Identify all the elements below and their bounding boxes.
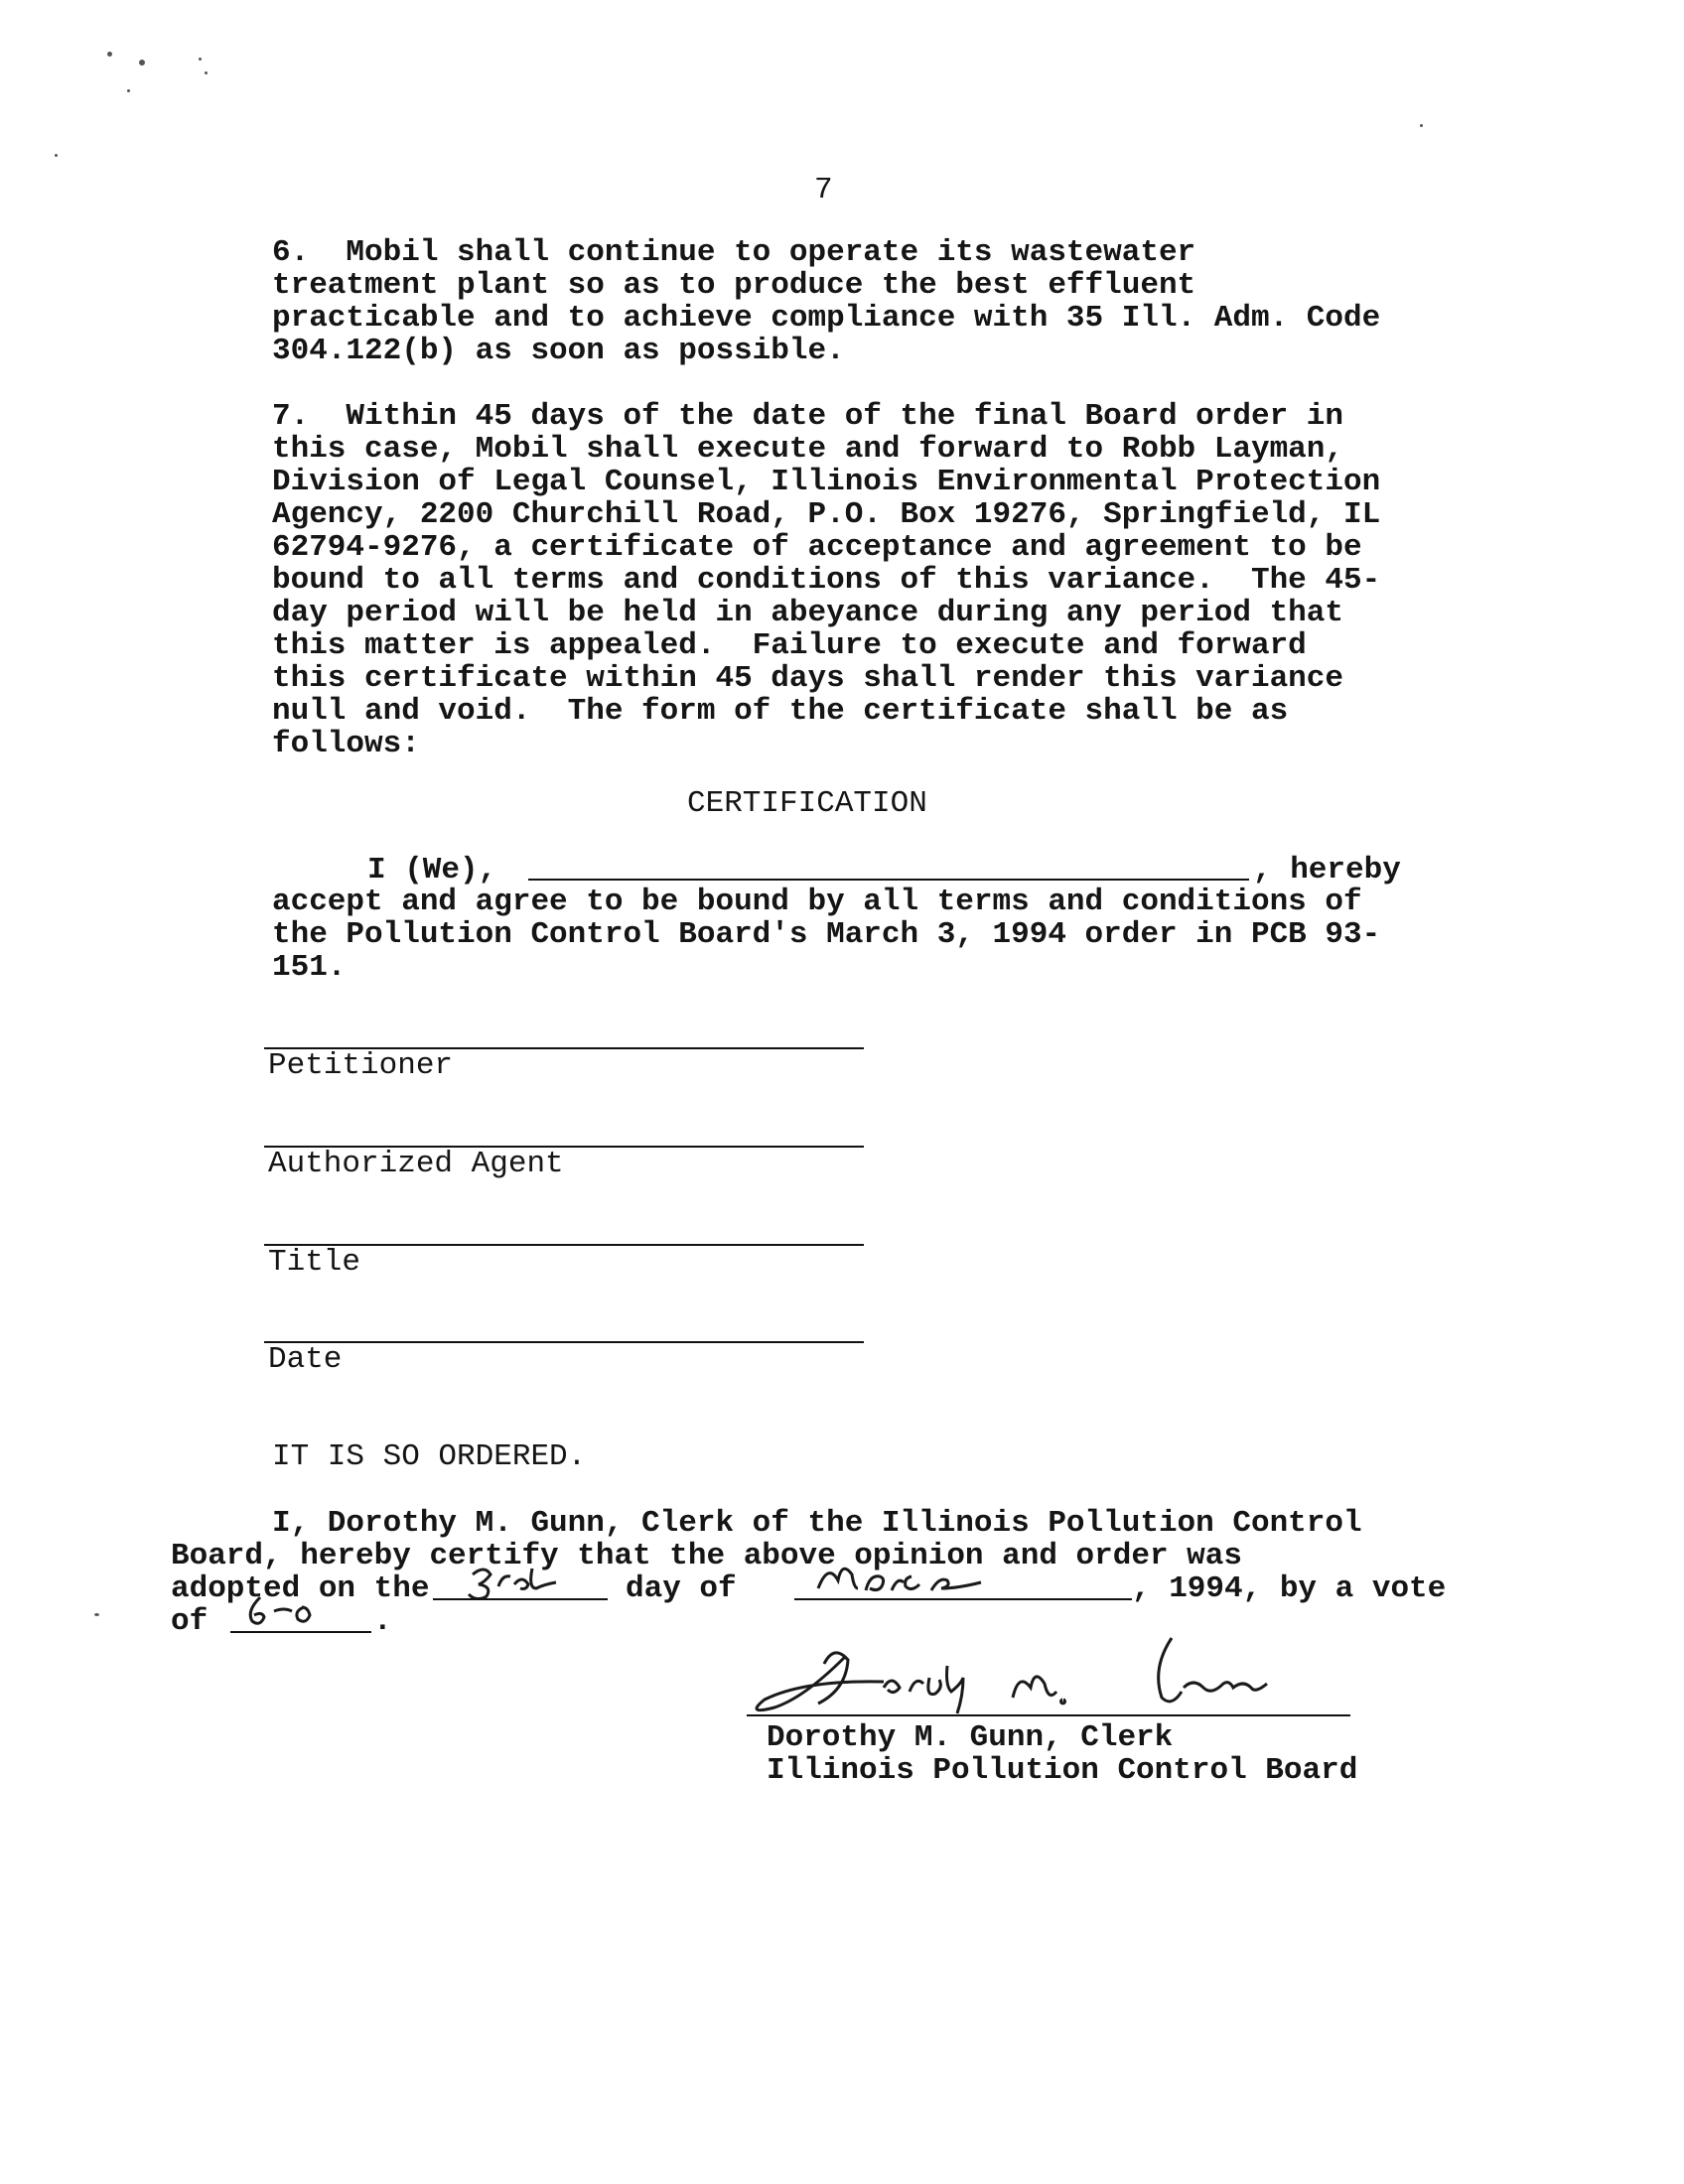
- paragraph-7-line: bound to all terms and conditions of this variance. The 45-: [272, 563, 1381, 598]
- handwritten-signature: [735, 1618, 1370, 1737]
- paragraph-6-line: 6. Mobil shall continue to operate its wastewater: [272, 235, 1196, 270]
- clerk-certificate-line: .: [373, 1604, 392, 1639]
- authorized-agent-label: Authorized Agent: [268, 1147, 564, 1181]
- title-label: Title: [268, 1245, 361, 1280]
- clerk-signature: [735, 1618, 1370, 1737]
- vote-blank: [230, 1601, 371, 1633]
- paragraph-7-line: follows:: [272, 727, 420, 761]
- paragraph-7-line: 62794-9276, a certificate of acceptance and agreement to be: [272, 530, 1362, 565]
- petitioner-label: Petitioner: [268, 1048, 454, 1083]
- adopted-day-blank: [433, 1569, 608, 1600]
- scan-speck: [107, 52, 112, 57]
- order-statement: IT IS SO ORDERED.: [272, 1439, 587, 1474]
- signature-organization: Illinois Pollution Control Board: [767, 1753, 1358, 1788]
- paragraph-7-line: null and void. The form of the certificate shall be as: [272, 694, 1289, 729]
- paragraph-7-line: Agency, 2200 Churchill Road, P.O. Box 19276, Springfield, IL: [272, 497, 1381, 532]
- paragraph-6: [272, 236, 1483, 367]
- signature-name-title: Dorothy M. Gunn, Clerk: [767, 1720, 1174, 1755]
- scan-speck: [139, 60, 145, 66]
- scan-speck: [1420, 124, 1423, 127]
- certification-body-line: the Pollution Control Board's March 3, 1994 order in PCB 93-: [272, 917, 1381, 952]
- date-line: [264, 1341, 864, 1343]
- paragraph-7: [272, 400, 1483, 760]
- certification-body: [272, 886, 1483, 984]
- paragraph-7-line: Division of Legal Counsel, Illinois Environmental Protection: [272, 465, 1381, 499]
- certification-line-end: , hereby: [1253, 853, 1401, 887]
- certification-heading: CERTIFICATION: [687, 786, 927, 821]
- scan-speck: [127, 89, 130, 92]
- handwritten-vote: [230, 1589, 371, 1633]
- scan-speck: [199, 58, 202, 61]
- page-number: 7: [814, 173, 833, 207]
- handwritten-month: [794, 1557, 1132, 1600]
- paragraph-6-line: 304.122(b) as soon as possible.: [272, 334, 845, 368]
- certification-body-line: 151.: [272, 950, 347, 985]
- scan-speck: [94, 1613, 99, 1616]
- date-label: Date: [268, 1342, 343, 1377]
- clerk-certificate-line: day of: [626, 1571, 737, 1606]
- scan-speck: [55, 154, 58, 157]
- paragraph-7-line: 7. Within 45 days of the date of the final Board order in: [272, 399, 1343, 434]
- handwritten-day: [433, 1559, 608, 1598]
- name-blank-line: [528, 879, 1249, 881]
- clerk-certificate-line: of: [171, 1604, 209, 1639]
- certification-body-line: accept and agree to be bound by all terms and conditions of: [272, 885, 1362, 919]
- clerk-certificate-line: Board, hereby certify that the above opinion and order was: [171, 1539, 1242, 1573]
- scan-speck: [205, 71, 208, 74]
- clerk-certificate-line: , 1994, by a vote: [1132, 1571, 1447, 1606]
- adopted-month-blank: [794, 1569, 1132, 1600]
- paragraph-6-line: practicable and to achieve compliance with 35 Ill. Adm. Code: [272, 301, 1381, 336]
- clerk-certificate-line: adopted on the: [171, 1571, 430, 1606]
- paragraph-7-line: day period will be held in abeyance during any period that: [272, 596, 1343, 630]
- paragraph-7-line: this certificate within 45 days shall render this variance: [272, 661, 1343, 696]
- certification-line-start: I (We),: [367, 853, 497, 887]
- clerk-certificate-line: I, Dorothy M. Gunn, Clerk of the Illinois Pollution Control: [272, 1506, 1362, 1541]
- paragraph-6-line: treatment plant so as to produce the best effluent: [272, 268, 1196, 303]
- paragraph-7-line: this case, Mobil shall execute and forward to Robb Layman,: [272, 432, 1343, 467]
- paragraph-7-line: this matter is appealed. Failure to execute and forward: [272, 628, 1307, 663]
